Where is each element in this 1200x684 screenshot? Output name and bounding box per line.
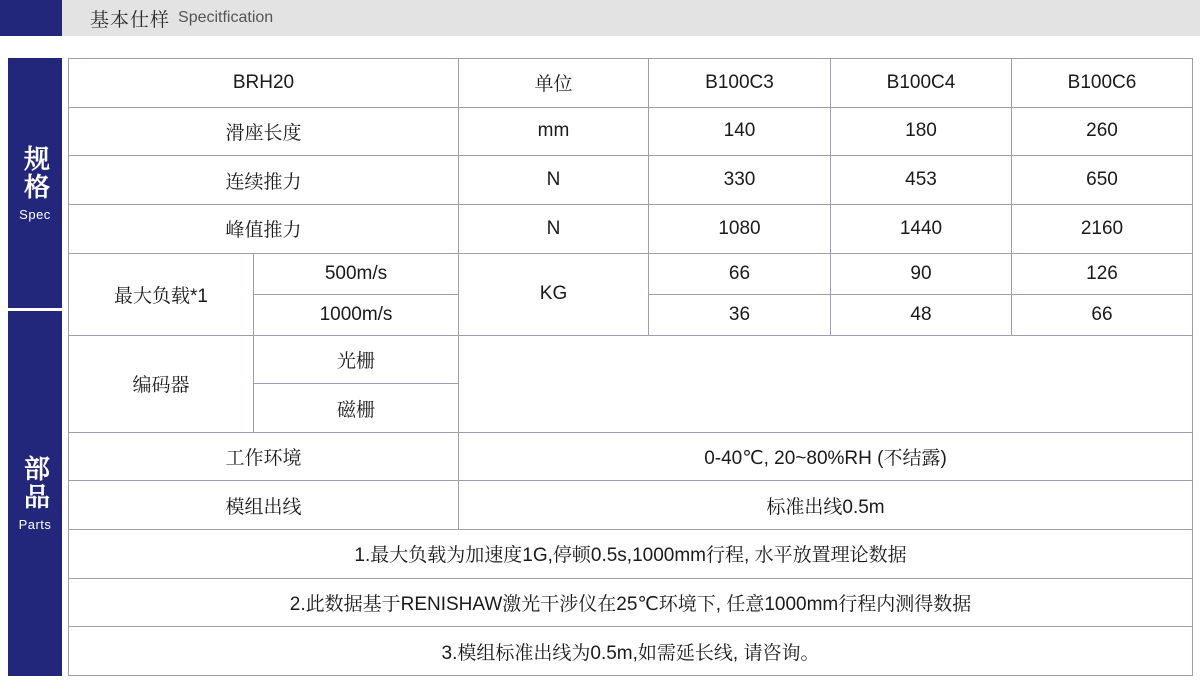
row-label-encoder: 编码器 xyxy=(69,335,254,432)
column-header-b100c3: B100C3 xyxy=(649,59,831,108)
cell-continuous-thrust-c6: 650 xyxy=(1012,156,1193,205)
table-row xyxy=(69,481,1193,530)
row-sublabel-max-load-500: 500m/s xyxy=(254,253,459,294)
side-label-column xyxy=(8,58,62,676)
row-unit-slider-length: mm xyxy=(459,107,649,156)
column-header-model: BRH20 xyxy=(69,59,459,108)
table-row xyxy=(69,156,1193,205)
column-header-b100c4: B100C4 xyxy=(831,59,1012,108)
spec-table-wrapper xyxy=(68,58,1192,676)
header-accent-block xyxy=(0,0,62,36)
row-label-slider-length: 滑座长度 xyxy=(69,107,459,156)
table-row xyxy=(69,530,1193,579)
side-label-spec-en: Spec xyxy=(19,206,51,222)
table-row xyxy=(69,204,1193,253)
page-title-en: Specitfication xyxy=(178,9,274,26)
cell-peak-thrust-c3: 1080 xyxy=(649,204,831,253)
cell-max-load-500-c4: 90 xyxy=(831,253,1012,294)
row-sublabel-encoder-optical: 光栅 xyxy=(254,335,459,384)
cell-environment-value: 0-40℃, 20~80%RH (不结露) xyxy=(459,432,1193,481)
row-unit-continuous-thrust: N xyxy=(459,156,649,205)
row-label-peak-thrust: 峰值推力 xyxy=(69,204,459,253)
row-label-outlet: 模组出线 xyxy=(69,481,459,530)
column-header-unit: 单位 xyxy=(459,59,649,108)
page-title-cn: 基本仕样 xyxy=(90,9,171,31)
side-label-spec-cn: 规格 xyxy=(20,144,51,201)
cell-max-load-1000-c4: 48 xyxy=(831,294,1012,335)
cell-continuous-thrust-c3: 330 xyxy=(649,156,831,205)
cell-outlet-value: 标准出线0.5m xyxy=(459,481,1193,530)
table-row xyxy=(69,107,1193,156)
cell-peak-thrust-c4: 1440 xyxy=(831,204,1012,253)
row-label-continuous-thrust: 连续推力 xyxy=(69,156,459,205)
cell-encoder-empty xyxy=(459,335,1193,432)
spec-table xyxy=(68,58,1193,676)
side-label-spec xyxy=(8,58,62,308)
table-header-row xyxy=(69,59,1193,108)
row-sublabel-encoder-magnetic: 磁栅 xyxy=(254,384,459,433)
cell-max-load-500-c3: 66 xyxy=(649,253,831,294)
cell-max-load-1000-c6: 66 xyxy=(1012,294,1193,335)
cell-continuous-thrust-c4: 453 xyxy=(831,156,1012,205)
cell-max-load-1000-c3: 36 xyxy=(649,294,831,335)
cell-max-load-500-c6: 126 xyxy=(1012,253,1193,294)
table-row xyxy=(69,627,1193,676)
table-row xyxy=(69,335,1193,384)
side-label-parts xyxy=(8,308,62,676)
note-item-1: 1.最大负载为加速度1G,停顿0.5s,1000mm行程, 水平放置理论数据 xyxy=(69,530,1193,579)
cell-peak-thrust-c6: 2160 xyxy=(1012,204,1193,253)
row-label-max-load: 最大负载*1 xyxy=(69,253,254,335)
cell-slider-length-c6: 260 xyxy=(1012,107,1193,156)
note-item-2: 2.此数据基于RENISHAW激光干涉仪在25℃环境下, 任意1000mm行程内测得数据 xyxy=(69,578,1193,627)
row-label-environment: 工作环境 xyxy=(69,432,459,481)
side-label-parts-cn: 部品 xyxy=(20,455,51,511)
table-row xyxy=(69,432,1193,481)
note-item-3: 3.模组标准出线为0.5m,如需延长线, 请咨询。 xyxy=(69,627,1193,676)
page-header xyxy=(0,0,1200,36)
row-sublabel-max-load-1000: 1000m/s xyxy=(254,294,459,335)
column-header-b100c6: B100C6 xyxy=(1012,59,1193,108)
header-title-bar xyxy=(62,0,1200,36)
row-unit-max-load: KG xyxy=(459,253,649,335)
cell-slider-length-c4: 180 xyxy=(831,107,1012,156)
table-row xyxy=(69,253,1193,294)
side-label-parts-en: Parts xyxy=(18,517,52,532)
cell-slider-length-c3: 140 xyxy=(649,107,831,156)
row-unit-peak-thrust: N xyxy=(459,204,649,253)
table-row xyxy=(69,578,1193,627)
